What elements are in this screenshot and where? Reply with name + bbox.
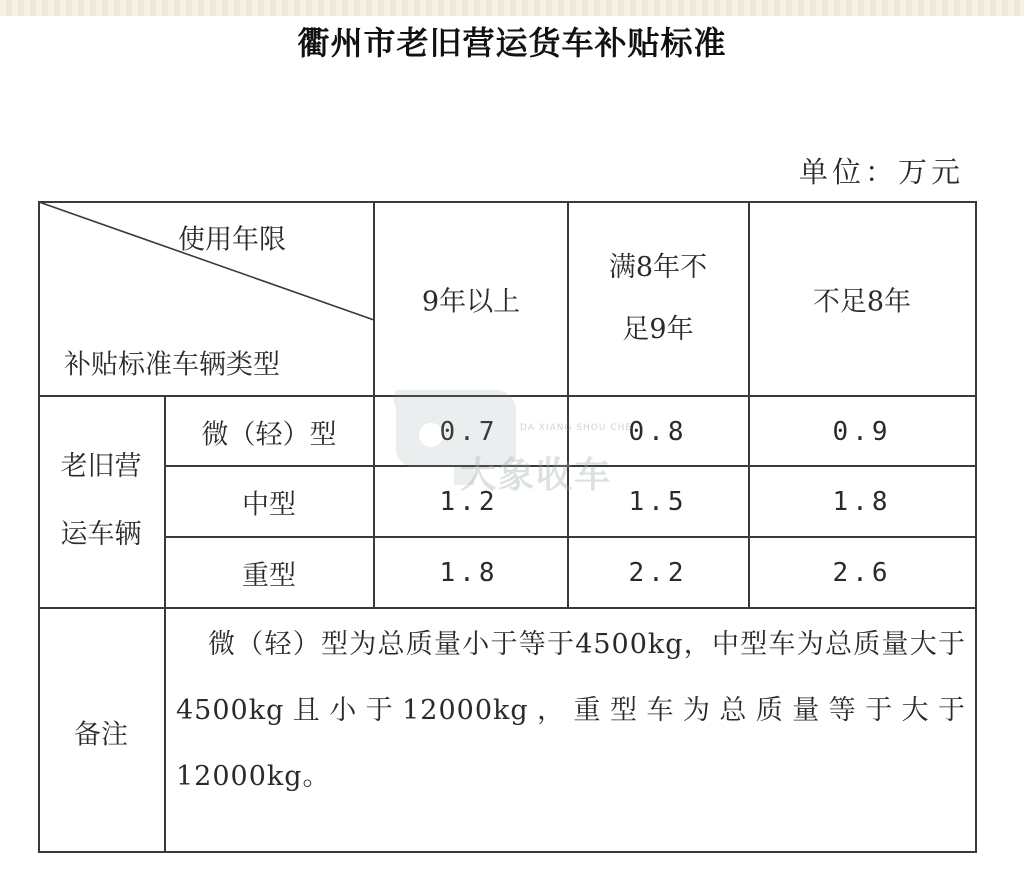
row-heavy-8to9-value: 2.2	[628, 558, 688, 588]
group-label-line1: 老旧营	[60, 451, 142, 482]
remark-label: 备注	[74, 719, 128, 751]
unit-label: 单位：万元	[798, 155, 964, 189]
col-header-8-to-9-years	[609, 237, 707, 361]
row-medium-9plus-value: 1.2	[439, 487, 499, 517]
row-type-heavy: 重型	[242, 560, 296, 592]
row-medium-under8-value: 1.8	[832, 487, 892, 517]
group-label-line2: 运车辆	[60, 519, 142, 550]
page-title: 衢州市老旧营运货车补贴标准	[297, 24, 727, 62]
col-header-9-years-plus: 9年以上	[421, 286, 521, 318]
row-type-light: 微（轻）型	[201, 419, 337, 451]
corner-header-years: 使用年限	[178, 224, 286, 256]
col-header-under-8-years: 不足8年	[812, 286, 912, 318]
remark-text: 微（轻）型为总质量小于等于4500kg，中型车为总质量大于4500kg且小于12000kg，重型车为总质量等于大于12000kg。	[176, 629, 966, 792]
row-heavy-9plus-value: 1.8	[439, 558, 499, 588]
row-light-9plus-value: 0.7	[439, 417, 499, 447]
watermark-small-text: DA XIANG SHOU CHE	[520, 423, 633, 433]
row-light-8to9-value: 0.8	[628, 417, 688, 447]
watermark-brand-text: 大象收车	[460, 455, 613, 496]
group-label-old-vehicles	[61, 433, 142, 569]
row-light-under8-value: 0.9	[832, 417, 892, 447]
row-medium-8to9-value: 1.5	[628, 487, 688, 517]
corner-header-vehicle-type: 补贴标准车辆类型	[64, 349, 280, 381]
col-header-8-to-9-line2: 足9年	[622, 314, 694, 345]
row-heavy-under8-value: 2.6	[832, 558, 892, 588]
row-type-medium: 中型	[242, 489, 296, 521]
col-header-8-to-9-line1: 满8年不	[608, 252, 708, 283]
